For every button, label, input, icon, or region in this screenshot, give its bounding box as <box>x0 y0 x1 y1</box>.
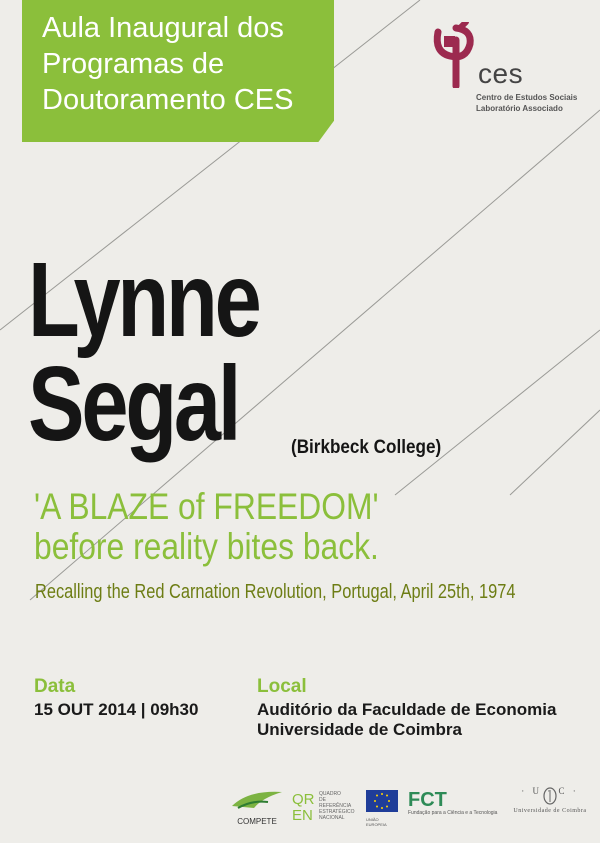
event-title-line: Doutoramento CES <box>42 84 294 116</box>
fct-logo-text: FCT <box>408 789 447 811</box>
date-value: 15 OUT 2014 | 09h30 <box>34 700 199 719</box>
speaker-last-name: Segal <box>28 345 239 463</box>
svg-text:EN: EN <box>292 807 313 822</box>
talk-title-line2: before reality bites back. <box>34 526 379 567</box>
ces-subtitle-line: Centro de Estudos Sociais <box>476 93 578 102</box>
talk-title-line1: 'A BLAZE of FREEDOM' <box>34 486 379 527</box>
compete-logo <box>228 786 286 826</box>
speaker-first-name: Lynne <box>28 241 259 359</box>
location-line2: Universidade de Coimbra <box>257 720 463 739</box>
uc-logo <box>510 786 590 814</box>
svg-text:QR: QR <box>292 791 315 808</box>
qren-text-line: DE REFERÊNCIA <box>319 797 352 809</box>
event-title-line: Aula Inaugural dos <box>42 12 284 44</box>
qren-text-line: QUADRO <box>319 791 341 797</box>
ces-subtitle <box>476 92 577 114</box>
uc-letters: · U · C · <box>521 786 579 796</box>
fct-logo <box>408 790 508 816</box>
location-line1: Auditório da Faculdade de Economia <box>257 700 557 719</box>
qren-text-line: NACIONAL <box>319 815 345 821</box>
qren-logo-icon <box>292 790 318 822</box>
eu-flag-icon <box>366 790 398 812</box>
uc-emblem-icon <box>542 787 558 805</box>
ces-logo-icon <box>430 22 480 88</box>
compete-logo-icon <box>228 786 286 812</box>
event-title-line: Programas de <box>42 48 225 80</box>
ces-subtitle-line: Laboratório Associado <box>476 104 563 113</box>
speaker-name <box>28 241 259 463</box>
speaker-affiliation: (Birkbeck College) <box>291 437 442 458</box>
compete-label: COMPETE <box>237 817 277 826</box>
fct-subtitle: Fundação para a Ciência e a Tecnologia <box>408 810 498 816</box>
qren-logo <box>292 788 356 824</box>
uc-name: Universidade de Coimbra <box>513 808 587 814</box>
ces-logo-text: ces <box>478 58 524 89</box>
date-label: Data <box>34 676 76 697</box>
qren-text-line: ESTRATÉGICO <box>319 809 355 815</box>
talk-subtitle: Recalling the Red Carnation Revolution, Portugal, April 25th, 1974 <box>35 581 516 603</box>
qren-text <box>319 791 356 821</box>
event-title <box>42 10 332 118</box>
location-label: Local <box>257 676 307 697</box>
eu-logo <box>366 790 398 827</box>
eu-label: UNIÃO EUROPEIA <box>366 817 387 827</box>
